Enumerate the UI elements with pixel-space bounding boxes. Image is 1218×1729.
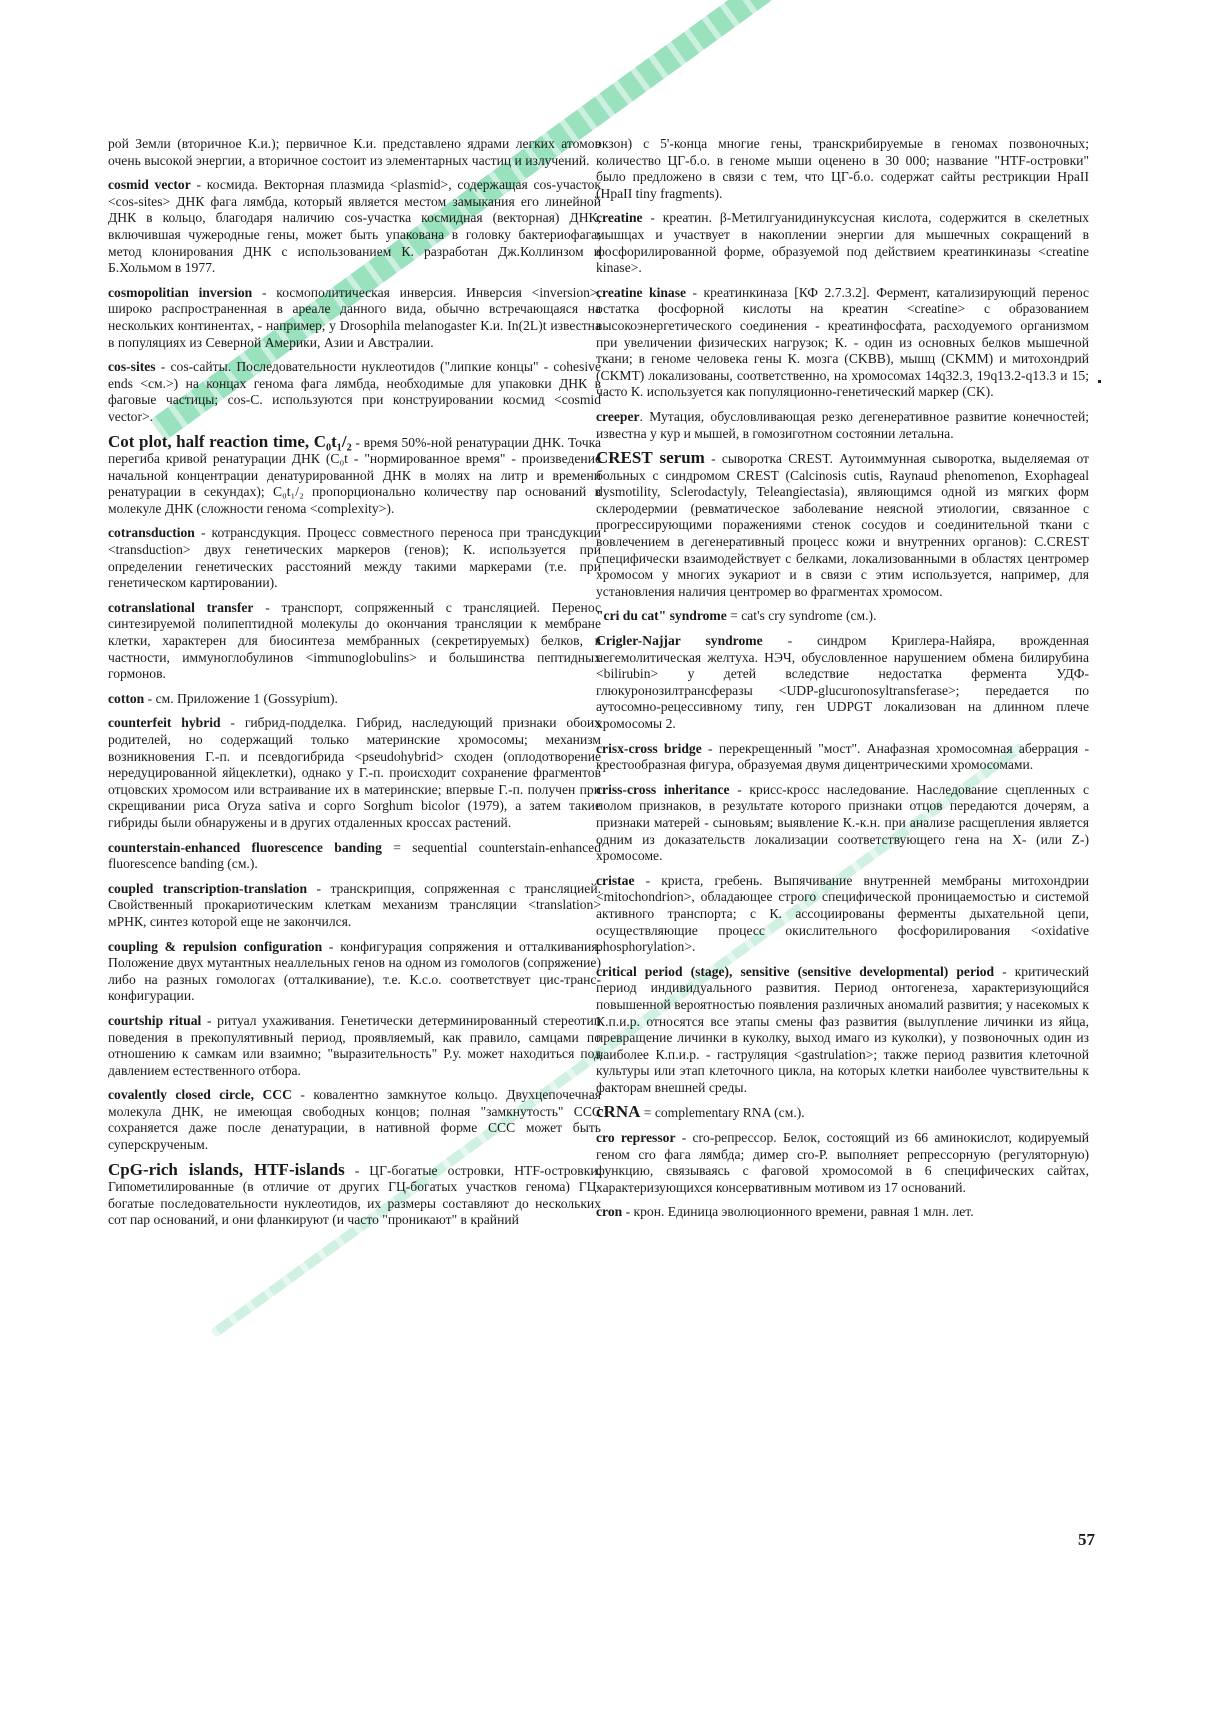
page-number: 57 xyxy=(1078,1530,1095,1549)
entry-definition: - перекрещенный "мост". Анафазная хромосомная аберрация - крестообразная фигура, образуемая двумя дицентрическими хромосомами. xyxy=(596,740,1089,773)
dictionary-entry xyxy=(596,409,1089,442)
entry-definition: - конфигурация сопряжения и отталкивания. Положение двух мутантных неаллельных генов на одном из гомологов (сопряжение) либо на разных гомологах (отталкивание), т.е. К.с.о. соответствует цис-транс-конфигурации. xyxy=(108,938,601,1004)
dictionary-entry xyxy=(108,1013,601,1079)
dictionary-entry xyxy=(108,359,601,425)
entry-term: cristae xyxy=(596,872,635,888)
entry-term: cotranslational transfer xyxy=(108,599,254,615)
entry-definition: - см. Приложение 1 (Gossypium). xyxy=(144,690,338,706)
dictionary-entry xyxy=(596,608,1089,625)
entry-term: Crigler-Najjar syndrome xyxy=(596,633,763,649)
entry-term: counterfeit hybrid xyxy=(108,715,221,731)
entry-term: creatine kinase xyxy=(596,284,687,300)
dictionary-entry xyxy=(596,1204,1089,1221)
dictionary-entry xyxy=(596,210,1089,276)
entry-definition: - крон. Единица эволюционного времени, равная 1 млн. лет. xyxy=(622,1204,974,1220)
entry-definition: . Мутация, обусловливающая резко дегенеративное развитие конечностей; известна у кур и мышей, в гомозиготном состоянии летальна. xyxy=(596,408,1089,441)
entry-definition: - ритуал ухаживания. Генетически детерминированный стереотип поведения в прекопулятивный период, проявляемый, как правило, самцами по отношению к самкам или взаимно; "выразительность" Р.у. может находиться под давлением естественного отбора. xyxy=(108,1012,601,1078)
dictionary-entry xyxy=(108,600,601,683)
entry-term: coupling & repulsion configuration xyxy=(108,938,323,954)
entry-term: cro repressor xyxy=(596,1130,676,1146)
entry-term: "cri du cat" syndrome xyxy=(596,608,727,624)
entry-term: counterstain-enhanced fluorescence banding xyxy=(108,839,382,855)
dictionary-entry xyxy=(596,964,1089,1097)
entry-definition: - cro-репрессор. Белок, состоящий из 66 аминокислот, кодируемый геном cro фага лямбда; димер cro-Р. выполняет репрессорную (регуляторную) функцию, связываясь с фаговой хромосомой в 6 специфических сайтах, характеризующихся консервативным мотивом из 17 оснований. xyxy=(596,1130,1089,1195)
entry-definition: - синдром Криглера-Найяра, врожденная негемолитическая желтуха. НЭЧ, обусловленное нарушением обмена билирубина <bilirubin> у детей вследствие недостатка фермента УДФ-глюкуронозилтрансферазы <UDP-glucuronosyltransferase>; передается по аутосомно-рецессивному типу, ген UDPGT локализован на длинном плече хромосомы 2. xyxy=(596,633,1090,731)
entry-term: CREST serum xyxy=(596,448,705,468)
dictionary-entry xyxy=(108,525,601,591)
entry-definition: - ковалентно замкнутое кольцо. Двухцепочечная молекула ДНК, не имеющая свободных концов; полная "замкнутость" CCC сохраняется даже после денатурации, в нативной форме CCC может быть суперскрученым. xyxy=(108,1087,601,1153)
entry-definition: - сыворотка CREST. Аутоиммунная сыворотка, выделяемая от больных с синдромом CREST (Calcinosis cutis, Raynaud phenomenon, Exophageal dysmotility, Sclerodactyly, Teleangiectasia), являющимся одной из мягких форм склеродермии (ревматическое заболевание неясной этиологии, связанное с прогрессирующими поражениями стенок сосудов и соединительной ткани с вовлечением в дегенеративный процесс кожи и внутренних органов): C.CREST специфически взаимодействует с белками, локализованными в областях центромер хромосом у многих эукариот и в связи с этим используется, например, для установления наличия центромер во фрагментах хромосом. xyxy=(596,451,1090,599)
dictionary-entry xyxy=(596,450,1089,600)
entry-definition: - транскрипция, сопряженная с трансляцией. Свойственный прокариотическим клеткам механизм трансляции <translation> мРНК, синтез которой еще не закончился. xyxy=(108,880,601,929)
entry-term: critical period (stage), sensitive (sensitive developmental) period xyxy=(596,963,995,979)
entry-definition: - котрансдукция. Процесс совместного переноса при трансдукции <transduction> двух генетических маркеров (генов); К. используется при определении генетических расстояний между такими маркерами (т.е. при генетическом картировании). xyxy=(108,525,601,591)
entry-definition: = sequential counterstain-enhanced fluorescence banding (см.). xyxy=(108,839,601,872)
dictionary-entry xyxy=(108,136,601,169)
dictionary-entry xyxy=(596,285,1089,401)
entry-term: cotton xyxy=(108,690,145,706)
dictionary-entry xyxy=(108,1087,601,1153)
dictionary-entry xyxy=(108,1159,601,1229)
entry-definition: - критический период индивидуального развития. Период онтогенеза, характеризующийся повышенной вероятностью появления различных аномалий развития; у насекомых к К.п.и.р. относятся все этапы смены фаз развития (вылупление личинки из яйца, превращение личинки в куколку, выход имаго из куколки), у позвоночных один из наиболее К.п.и.р. - гаструляция <gastrulation>; также период развития клеточной культуры или этап клеточного цикла, на которых клетки наиболее чувствительны к факторам внешней среды. xyxy=(596,963,1089,1095)
entry-term: covalently closed circle, CCC xyxy=(108,1087,292,1103)
dictionary-entry xyxy=(108,939,601,1005)
dictionary-entry xyxy=(108,691,601,708)
entry-term: creatine xyxy=(596,210,643,226)
entry-definition: - креатин. β-Метилгуанидинуксусная кислота, содержится в скелетных мышцах и участвует в накоплении энергии для мышечных сокращений в фосфорилированной форме, образуемой под действием креатинкиназы <creatine kinase>. xyxy=(596,210,1089,276)
dictionary-entry xyxy=(596,633,1089,733)
entry-term: cron xyxy=(596,1204,623,1220)
right-column xyxy=(596,136,1089,1229)
entry-term: cosmid vector xyxy=(108,177,191,193)
dictionary-entry xyxy=(108,285,601,351)
entry-term: criss-cross inheritance xyxy=(596,781,730,797)
entry-definition: - креатинкиназа [КФ 2.7.3.2]. Фермент, катализирующий перенос остатка фосфорной кислоты на креатин <creatine> с образованием высокоэнергетического соединения - креатинфосфата, расходуемого организмом при увеличении физических нагрузок; К. - один из основных белков мышечной ткани; в геноме человека гены К. мозга (CKBB), мышц (CKMM) и митохондрий (CKMT) локализованы, соответственно, на хромосомах 14q32.3, 19q13.2-q13.3 и 15; часто К. используется как популяционно-генетический маркер (CK). xyxy=(596,284,1089,400)
entry-definition: - транспорт, сопряженный с трансляцией. Перенос синтезируемой полипептидной молекулы до окончания трансляции к мембране клетки, характерен для биосинтеза мембранных (секретируемых) белков, в частности, иммуноглобулинов <immunoglobulins> и большинства пептидных гормонов. xyxy=(108,599,601,682)
dictionary-entry xyxy=(596,1130,1089,1196)
entry-term: cotransduction xyxy=(108,525,195,541)
entry-definition: - космополитическая инверсия. Инверсия <inversion>, широко распространенная в ареале данного вида, обычно встречающаяся на нескольких континентах, - например, у Drosophila melanogaster К.и. In(2L)t известна в популяциях из Северной Америки, Азии и Австралии. xyxy=(108,284,601,350)
entry-definition: - гибрид-подделка. Гибрид, наследующий признаки обоих родителей, но содержащий только материнские хромосомы; механизм возникновения Г.-п. и псевдогибрида <pseudohybrid> сходен (оплодотворение нередуцированной яйцеклетки), однако у Г.-п. происходит сохранение фрагментов отцовских хромосом или встраивание их в материнские; впервые Г.-п. получен при скрещивании риса Oryza sativa и сорго Sorghum bicolor (1979), а затем такие гибриды были обнаружены и в других отдаленных кроссах растений. xyxy=(108,715,601,830)
entry-definition: - космида. Векторная плазмида <plasmid>, содержащая cos-участок <cos-sites> ДНК фага лямбда, который является местом замыкания его линейной ДНК в кольцо, благодаря наличию cos-участка космидная (векторная) ДНК, включившая чужеродные гены, может быть упакована в головку бактериофага; метод клонирования ДНК с использованием К. разработан Дж.Коллинзом и Б.Хольмом в 1977. xyxy=(108,177,601,276)
entry-definition: рой Земли (вторичное К.и.); первичное К.и. представлено ядрами легких атомов очень высокой энергии, а вторичное состоит из элементарных частиц и излучений. xyxy=(108,136,601,168)
entry-definition: = complementary RNA (см.). xyxy=(640,1105,805,1121)
entry-term: cos-sites xyxy=(108,359,156,375)
entry-definition: - cos-сайты. Последовательности нуклеотидов ("липкие концы" - cohesive ends <см.>) на концах генома фага лямбда, необходимые для упаковки ДНК в фаговые частицы; cos-С. используются при конструировании космид <cosmid vector>. xyxy=(108,359,601,424)
entry-term: creeper xyxy=(596,408,640,424)
entry-term: CpG-rich islands, HTF-islands xyxy=(108,1159,345,1179)
entry-term: cosmopolitian inversion xyxy=(108,284,253,300)
entry-term: coupled transcription-translation xyxy=(108,880,308,896)
dictionary-entry xyxy=(596,136,1089,202)
entry-definition: - время 50%-ной ренатурации ДНК. Точка перегиба кривой ренатурации ДНК (C₀t - "нормированное время" - произведение начальной концентрации денатурированной ДНК в молях на литр и времени ренатурации в секундах); C₀t₁/₂ пропорционально количеству пар оснований в молекуле ДНК (сложности генома <complexity>). xyxy=(108,434,601,516)
dictionary-entry xyxy=(108,881,601,931)
dictionary-entry xyxy=(108,431,601,518)
scan-speck xyxy=(1098,380,1101,383)
dictionary-entry xyxy=(108,715,601,831)
entry-definition: экзон) с 5'-конца многие гены, транскрибируемые в геномах позвоночных; количество ЦГ-б.о. в геноме мыши оценено в 30 000; название "HTF-островки" было предложено в связи с тем, что ЦГ-б.о. содержат сайты рестрикции HpaII (HpaII tiny fragments). xyxy=(596,136,1089,201)
left-column xyxy=(108,136,601,1237)
dictionary-entry xyxy=(596,741,1089,774)
entry-term: courtship ritual xyxy=(108,1012,202,1028)
entry-definition: - криста, гребень. Выпячивание внутренней мембраны митохондрии <mitochondrion>, обладающее строго специфической проницаемостью и системой активного транспорта; с К. ассоциированы ферменты дыхательной цепи, осуществляющие процесс окислительного фосфорилирования <oxidative phosphorylation>. xyxy=(596,872,1089,955)
dictionary-entry xyxy=(108,840,601,873)
dictionary-entry xyxy=(108,177,601,277)
entry-term: Cot plot, half reaction time, C₀t₁/₂ xyxy=(108,431,352,451)
entry-term: cRNA xyxy=(596,1102,641,1122)
entry-definition: = cat's cry syndrome (см.). xyxy=(726,608,877,624)
dictionary-entry xyxy=(596,782,1089,865)
entry-definition: - крисс-кросс наследование. Наследование сцепленных с полом признаков, в результате которого признаки отцов передаются дочерям, а признаки матерей - сыновьям; выявление К.-к.н. при анализе расщепления является одним из доказательств локализации соответствующего гена на X- (или Z-) хромосоме. xyxy=(596,781,1089,864)
entry-term: crisx-cross bridge xyxy=(596,740,702,756)
dictionary-entry xyxy=(596,1104,1089,1122)
entry-definition: - ЦГ-богатые островки, HTF-островки. Гипометилированные (в отличие от других ГЦ-богатых участков генома) ГЦ-богатые последовательности нуклеотидов, их размеры составляют до нескольких сот пар оснований, и они фланкируют (и часто "проникают" в крайний xyxy=(108,1162,601,1228)
dictionary-entry xyxy=(596,873,1089,956)
